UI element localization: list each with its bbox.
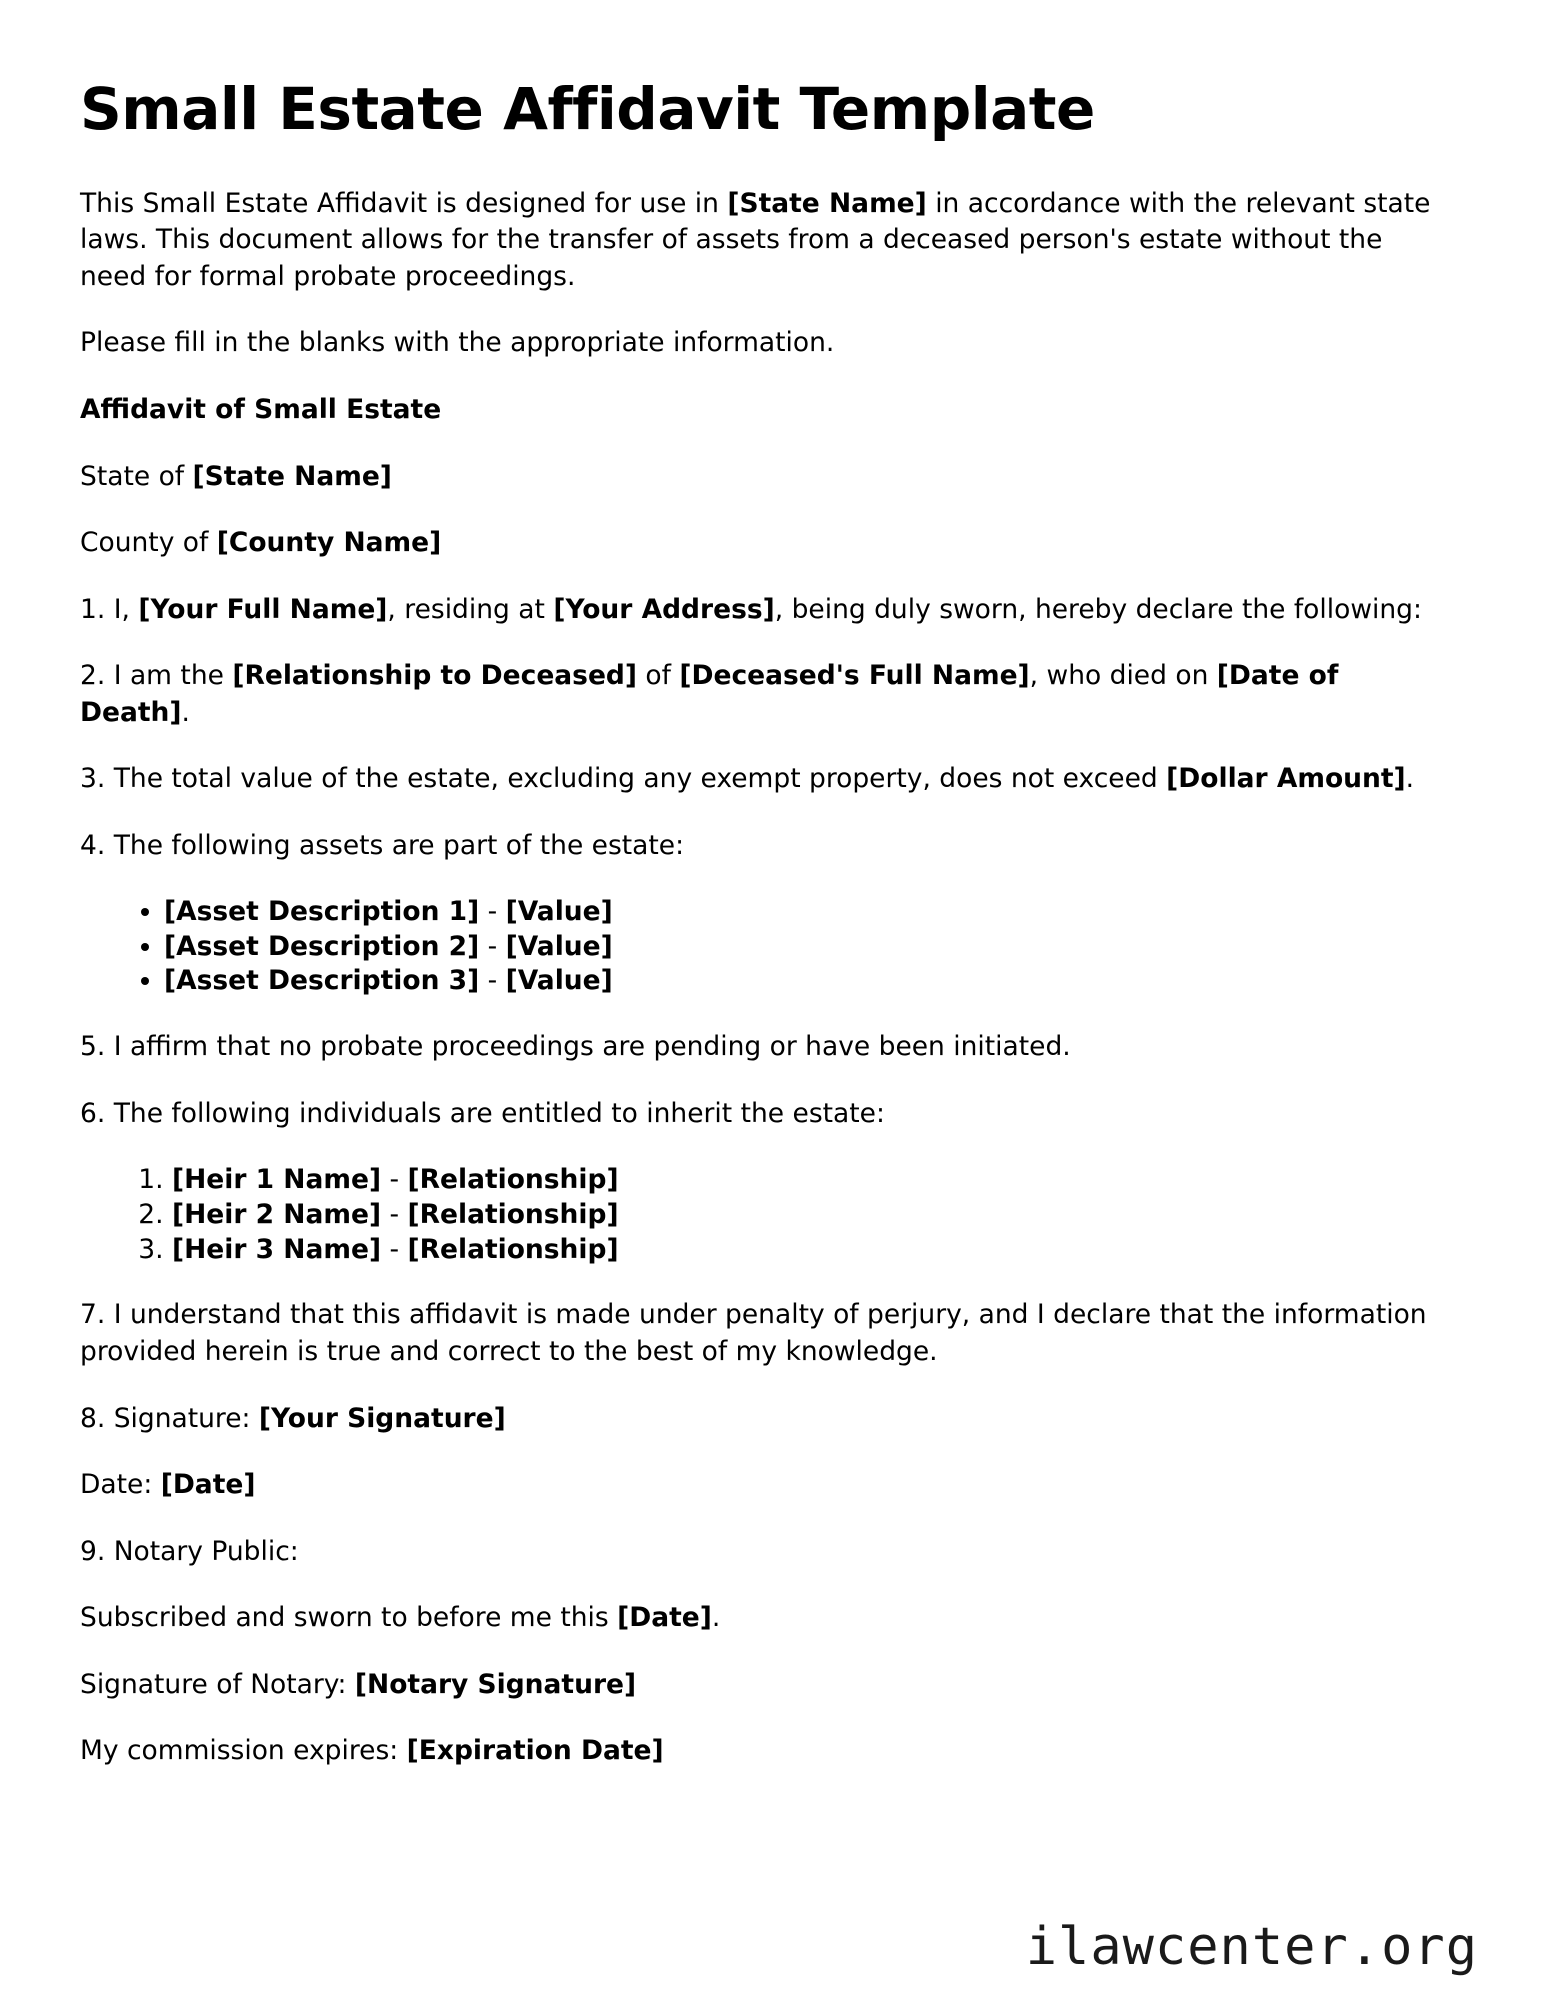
heir-separator: -	[381, 1163, 408, 1195]
list-item	[172, 1198, 1474, 1233]
notary-signature-line	[80, 1667, 1440, 1704]
item2-prefix: 2. I am the	[80, 660, 233, 692]
notary-signature-label: Signature of Notary:	[80, 1668, 355, 1700]
section-heading-affidavit: Affidavit of Small Estate	[80, 394, 442, 426]
asset-list	[80, 895, 1474, 1000]
clause-item-9-notary: 9. Notary Public:	[80, 1535, 299, 1567]
item1-prefix: 1. I,	[80, 593, 139, 625]
intro-text-after: in accordance with the relevant state laws. This document allows for the transfer of assets from a deceased person's estate without the need for formal probate proceedings.	[80, 187, 1431, 292]
date-label: Date:	[80, 1469, 161, 1501]
instruction-paragraph: Please fill in the blanks with the appropriate information.	[80, 327, 835, 359]
asset-value: [Value]	[505, 930, 613, 962]
item1-address-placeholder: [Your Address]	[553, 593, 775, 625]
heir-separator: -	[381, 1198, 408, 1230]
asset-separator: -	[479, 930, 506, 962]
item2-middle-2: , who died on	[1029, 660, 1217, 692]
list-item	[172, 1233, 1474, 1268]
state-line	[80, 459, 1440, 496]
heir-name: [Heir 1 Name]	[172, 1163, 382, 1195]
clause-item-3	[80, 761, 1440, 798]
asset-description: [Asset Description 3]	[164, 965, 480, 997]
county-line	[80, 525, 1440, 562]
asset-separator: -	[479, 965, 506, 997]
heir-name: [Heir 2 Name]	[172, 1198, 382, 1230]
asset-description: [Asset Description 2]	[164, 930, 480, 962]
clause-item-1	[80, 592, 1440, 629]
site-watermark: ilawcenter.org	[1025, 1917, 1478, 1977]
item3-prefix: 3. The total value of the estate, excluding any exempt property, does not exceed	[80, 763, 1167, 795]
state-label: State of	[80, 460, 193, 492]
clause-item-2	[80, 658, 1440, 731]
asset-value: [Value]	[505, 965, 613, 997]
asset-separator: -	[479, 895, 506, 927]
signature-placeholder: [Your Signature]	[258, 1402, 506, 1434]
subscribed-date-placeholder: [Date]	[617, 1602, 712, 1634]
intro-paragraph	[80, 186, 1440, 296]
heir-name: [Heir 3 Name]	[172, 1233, 382, 1265]
list-item	[164, 895, 1474, 930]
item2-middle: of	[637, 660, 680, 692]
intro-text-before: This Small Estate Affidavit is designed for use in	[80, 187, 728, 219]
commission-expiry-line	[80, 1733, 1440, 1770]
item1-name-placeholder: [Your Full Name]	[138, 593, 388, 625]
heir-relationship: [Relationship]	[407, 1198, 619, 1230]
heir-list	[80, 1163, 1474, 1268]
notary-signature-placeholder: [Notary Signature]	[354, 1668, 637, 1700]
asset-value: [Value]	[505, 895, 613, 927]
county-placeholder: [County Name]	[216, 527, 442, 559]
date-placeholder: [Date]	[160, 1469, 256, 1501]
intro-state-placeholder: [State Name]	[727, 187, 927, 219]
clause-item-6: 6. The following individuals are entitled to inherit the estate:	[80, 1098, 885, 1130]
heir-relationship: [Relationship]	[407, 1163, 619, 1195]
heir-separator: -	[381, 1233, 408, 1265]
clause-item-8-signature	[80, 1401, 1440, 1438]
item3-amount-placeholder: [Dollar Amount]	[1166, 763, 1406, 795]
list-item	[164, 964, 1474, 999]
item3-suffix: .	[1405, 763, 1415, 795]
item1-middle: , residing at	[387, 593, 554, 625]
heir-relationship: [Relationship]	[407, 1233, 619, 1265]
subscribed-prefix: Subscribed and sworn to before me this	[80, 1602, 618, 1634]
list-item	[164, 930, 1474, 965]
clause-item-7: 7. I understand that this affidavit is made under penalty of perjury, and I declare that the information provided herein is true and correct to the best of my knowledge.	[80, 1299, 1427, 1368]
date-line	[80, 1467, 1440, 1504]
commission-placeholder: [Expiration Date]	[406, 1735, 664, 1767]
list-item	[172, 1163, 1474, 1198]
clause-item-4: 4. The following assets are part of the estate:	[80, 829, 685, 861]
item2-suffix: .	[181, 696, 190, 728]
signature-label: 8. Signature:	[80, 1402, 259, 1434]
page-title: Small Estate Affidavit Template	[80, 75, 1095, 143]
subscribed-suffix: .	[711, 1602, 721, 1634]
asset-description: [Asset Description 1]	[164, 895, 480, 927]
item2-deceased-placeholder: [Deceased's Full Name]	[679, 660, 1030, 692]
item2-relationship-placeholder: [Relationship to Deceased]	[232, 660, 637, 692]
county-label: County of	[80, 527, 217, 559]
clause-item-5: 5. I affirm that no probate proceedings are pending or have been initiated.	[80, 1031, 1071, 1063]
item1-suffix: , being duly sworn, hereby declare the following:	[774, 593, 1422, 625]
item2-date-placeholder: [Date of Death]	[80, 660, 1339, 728]
commission-label: My commission expires:	[80, 1735, 407, 1767]
state-placeholder: [State Name]	[192, 460, 392, 492]
subscribed-line	[80, 1600, 1440, 1637]
